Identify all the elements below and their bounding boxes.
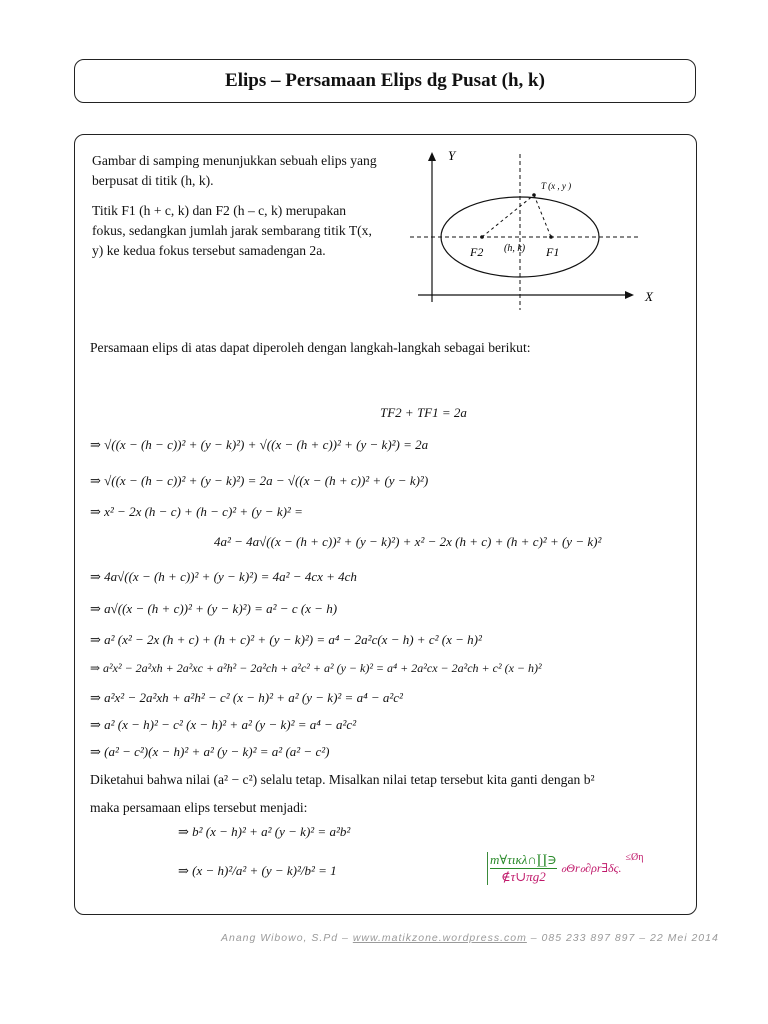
footer-author: Anang Wibowo, S.Pd – xyxy=(221,932,353,944)
equation-step-10: ⇒ a²x² − 2a²xh + a²h² − c² (x − h)² + a² (y − k)² = a⁴ − a²c² xyxy=(90,690,403,705)
logo-line-1: m∀τικλ∩∐∋ xyxy=(490,852,557,867)
logo-line-4: ≤Øη xyxy=(625,852,644,863)
equation-step-9: ⇒ a²x² − 2a²xh + 2a²xc + a²h² − 2a²ch + a²c² + a² (y − k)² = a⁴ + 2a²cx − 2a²ch + c² (x − h)² xyxy=(90,661,542,675)
point-t-label: T (x , y ) xyxy=(541,181,572,191)
intro-paragraph-1: Gambar di samping menunjukkan sebuah elips yang berpusat di titik (h, k). xyxy=(92,153,377,188)
y-axis-label: Y xyxy=(448,148,456,163)
equation-step-4: ⇒ x² − 2x (h − c) + (h − c)² + (y − k)² = xyxy=(90,504,303,519)
equation-step-6: ⇒ 4a√((x − (h + c))² + (y − k)²) = 4a² − 4cx + 4ch xyxy=(90,569,357,584)
focus-2-point xyxy=(480,235,484,239)
center-label: (h, k) xyxy=(504,243,526,254)
equation-step-8: ⇒ a² (x² − 2x (h + c) + (h + c)² + (y − k)²) = a⁴ − 2a²c(x − h) + c² (x − h)² xyxy=(90,632,482,647)
focus-1-point xyxy=(549,235,553,239)
page-title: Elips – Persamaan Elips dg Pusat (h, k) xyxy=(225,70,545,91)
equation-step-1: TF2 + TF1 = 2a xyxy=(380,405,467,420)
title-box xyxy=(74,59,696,103)
footer-link[interactable]: www.matikzone.wordpress.com xyxy=(352,932,527,944)
equation-step-2: ⇒ √((x − (h − c))² + (y − k)²) + √((x − (h + c))² + (y − k)²) = 2a xyxy=(90,437,429,452)
focus-1-label: F1 xyxy=(546,245,560,259)
equation-step-7: ⇒ a√((x − (h + c))² + (y − k)²) = a² − c (x − h) xyxy=(90,601,338,616)
focus-2-label: F2 xyxy=(470,245,484,259)
conclusion-line-1: Diketahui bahwa nilai (a² − c²) selalu tetap. Misalkan nilai tetap tersebut kita ganti dengan b² xyxy=(90,772,595,787)
equation-step-11: ⇒ a² (x − h)² − c² (x − h)² + a² (y − k)² = a⁴ − a²c² xyxy=(90,717,357,732)
intro-text xyxy=(92,151,382,271)
ellipse-figure xyxy=(408,144,668,314)
matikzone-logo xyxy=(487,852,643,885)
lead-text: Persamaan elips di atas dapat diperoleh dengan langkah-langkah sebagai berikut: xyxy=(90,340,531,355)
final-equation-1: ⇒ b² (x − h)² + a² (y − k)² = a²b² xyxy=(178,824,351,839)
conclusion-line-2: maka persamaan elips tersebut menjadi: xyxy=(90,800,308,815)
logo-line-2: ∉τ∪πg2 xyxy=(501,869,546,884)
intro-paragraph-2: Titik F1 (h + c, k) dan F2 (h – c, k) merupakan fokus, sedangkan jumlah jarak sembarang titik T(x, y) ke kedua fokus tersebut samadengan 2a. xyxy=(92,203,372,258)
ellipse xyxy=(441,197,599,277)
segment-t-f1 xyxy=(534,195,551,237)
equation-step-12: ⇒ (a² − c²)(x − h)² + a² (y − k)² = a² (a² − c²) xyxy=(90,744,330,759)
x-axis-label: X xyxy=(645,289,653,304)
footer-contact: – 085 233 897 897 – 22 Mei 2014 xyxy=(526,932,719,944)
point-t xyxy=(532,193,536,197)
equation-step-3: ⇒ √((x − (h − c))² + (y − k)²) = 2a − √((x − (h + c))² + (y − k)²) xyxy=(90,473,429,488)
final-equation-2: ⇒ (x − h)²/a² + (y − k)²/b² = 1 xyxy=(178,863,337,878)
logo-line-3: ℴΘrℴ∂ρr∃δς. xyxy=(560,861,622,875)
equation-step-5: 4a² − 4a√((x − (h + c))² + (y − k)²) + x² − 2x (h + c) + (h + c)² + (y − k)² xyxy=(214,534,602,549)
segment-t-f2 xyxy=(482,195,534,237)
x-axis-arrow xyxy=(625,291,634,299)
y-axis-arrow xyxy=(428,152,436,161)
footer xyxy=(221,932,719,944)
